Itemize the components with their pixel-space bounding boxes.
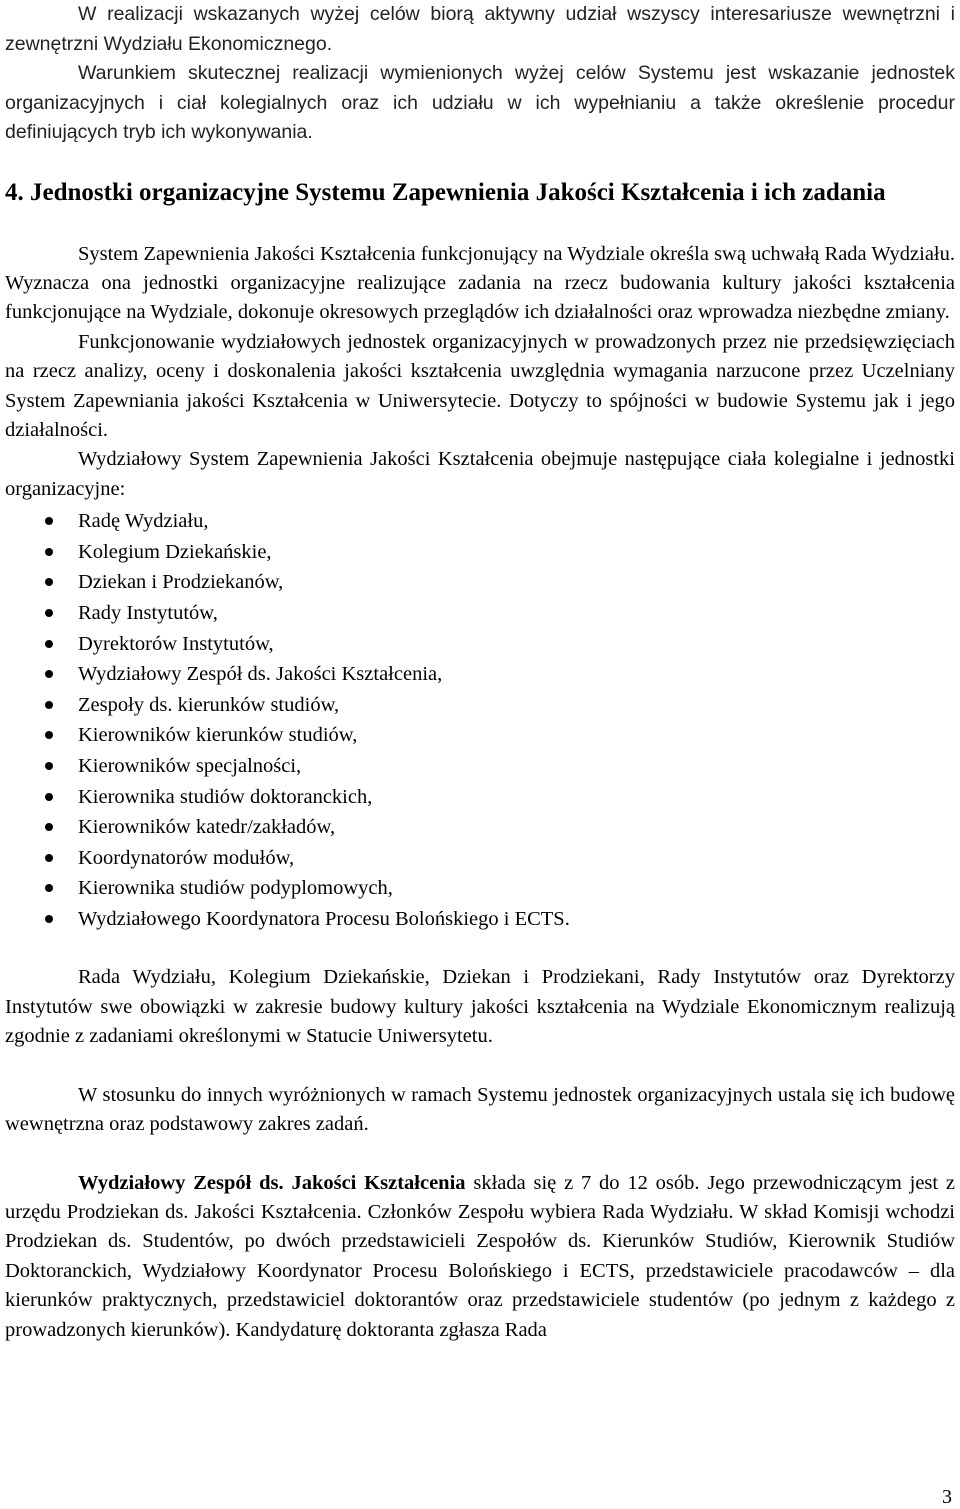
- intro-paragraph-2: Warunkiem skutecznej realizacji wymienionych wyżej celów Systemu jest wskazanie jednostek organizacyjnych i ciał kolegialnych oraz ich udziału w ich wypełnianiu a także określenie procedur definiujących tryb ich wykonywania.: [5, 62, 955, 143]
- bullet-icon: [45, 762, 53, 770]
- list-item: Kierowników katedr/zakładów,: [5, 812, 955, 843]
- section-paragraph-4: Rada Wydziału, Kolegium Dziekańskie, Dziekan i Prodziekani, Rady Instytutów oraz Dyrektorzy Instytutów swe obowiązki w zakresie budowy kultury jakości kształcenia na Wydziale Ekonomicznym realizują zgodnie z zadaniami określonymi w Statucie Uniwersytetu.: [5, 966, 955, 1048]
- section-paragraph-6: Wydziałowy Zespół ds. Jakości Kształcenia składa się z 7 do 12 osób. Jego przewodniczącym jest z urzędu Prodziekan ds. Jakości Kształcenia. Członków Zespołu wybiera Rada Wydziału. W skład Komisji wchodzi Prodziekan ds. Studentów, po dwóch przedstawicieli Zespołów ds. Kierunków Studiów, Kierownik Studiów Doktoranckich, Wydziałowy Koordynator Procesu Bolońskiego i ECTS, przedstawiciele pracodawców – dla kierunków praktycznych, przedstawiciel doktorantów oraz przedstawiciele studentów (po jednym z każdego z prowadzonych kierunków). Kandydaturę doktoranta zgłasza Rada: [5, 1171, 955, 1341]
- bullet-icon: [45, 548, 53, 556]
- bullet-icon: [45, 670, 53, 678]
- page-number: 3: [942, 1486, 952, 1508]
- list-item: Wydziałowego Koordynatora Procesu Bolońskiego i ECTS.: [5, 904, 955, 935]
- section-paragraph-3: Wydziałowy System Zapewnienia Jakości Kształcenia obejmuje następujące ciała kolegialne i jednostki organizacyjne:: [5, 448, 955, 500]
- section-paragraph-2: Funkcjonowanie wydziałowych jednostek organizacyjnych w prowadzonych przez nie przedsięwzięciach na rzecz analizy, oceny i doskonalenia jakości kształcenia uwzględnia wymagania narzucone przez Uczelniany System Zapewniania jakości Kształcenia w Uniwersytecie. Dotyczy to spójności w budowie Systemu jak i jego działalności.: [5, 330, 955, 441]
- bullet-icon: [45, 731, 53, 739]
- bullet-icon: [45, 517, 53, 525]
- list-item: Wydziałowy Zespół ds. Jakości Kształcenia,: [5, 659, 955, 690]
- bullet-icon: [45, 854, 53, 862]
- bullet-icon: [45, 578, 53, 586]
- list-item: Kierowników specjalności,: [5, 751, 955, 782]
- list-item: Zespoły ds. kierunków studiów,: [5, 690, 955, 721]
- list-item: Kierowników kierunków studiów,: [5, 720, 955, 751]
- bullet-icon: [45, 701, 53, 709]
- list-item: Dyrektorów Instytutów,: [5, 629, 955, 660]
- team-name: Wydziałowy Zespół ds. Jakości Kształcenia: [78, 1171, 466, 1194]
- list-item: Kierownika studiów doktoranckich,: [5, 782, 955, 813]
- bullet-icon: [45, 640, 53, 648]
- list-item: Kierownika studiów podyplomowych,: [5, 873, 955, 904]
- bullet-icon: [45, 884, 53, 892]
- list-item: Dziekan i Prodziekanów,: [5, 567, 955, 598]
- intro-paragraph-1: W realizacji wskazanych wyżej celów biorą aktywny udział wszyscy interesariusze wewnętrzni i zewnętrzni Wydziału Ekonomicznego.: [5, 3, 955, 55]
- units-list: [5, 506, 955, 934]
- list-item: Radę Wydziału,: [5, 506, 955, 537]
- section-paragraph-5: W stosunku do innych wyróżnionych w ramach Systemu jednostek organizacyjnych ustala się ich budowę wewnętrzna oraz podstawowy zakres zadań.: [5, 1083, 955, 1136]
- section-heading: 4. Jednostki organizacyjne Systemu Zapewnienia Jakości Kształcenia i ich zadania: [5, 178, 886, 206]
- bullet-icon: [45, 915, 53, 923]
- list-item: Koordynatorów modułów,: [5, 843, 955, 874]
- list-item: Rady Instytutów,: [5, 598, 955, 629]
- bullet-icon: [45, 609, 53, 617]
- document-page: [5, 0, 955, 1345]
- bullet-icon: [45, 793, 53, 801]
- bullet-icon: [45, 823, 53, 831]
- list-item: Kolegium Dziekańskie,: [5, 537, 955, 568]
- section-paragraph-1: System Zapewnienia Jakości Kształcenia funkcjonujący na Wydziale określa swą uchwałą Rada Wydziału. Wyznacza ona jednostki organizacyjne realizujące zadania na rzecz budowania kultury jakości kształcenia funkcjonujące na Wydziale, dokonuje okresowych przeglądów ich działalności oraz wprowadza niezbędne zmiany.: [5, 242, 955, 324]
